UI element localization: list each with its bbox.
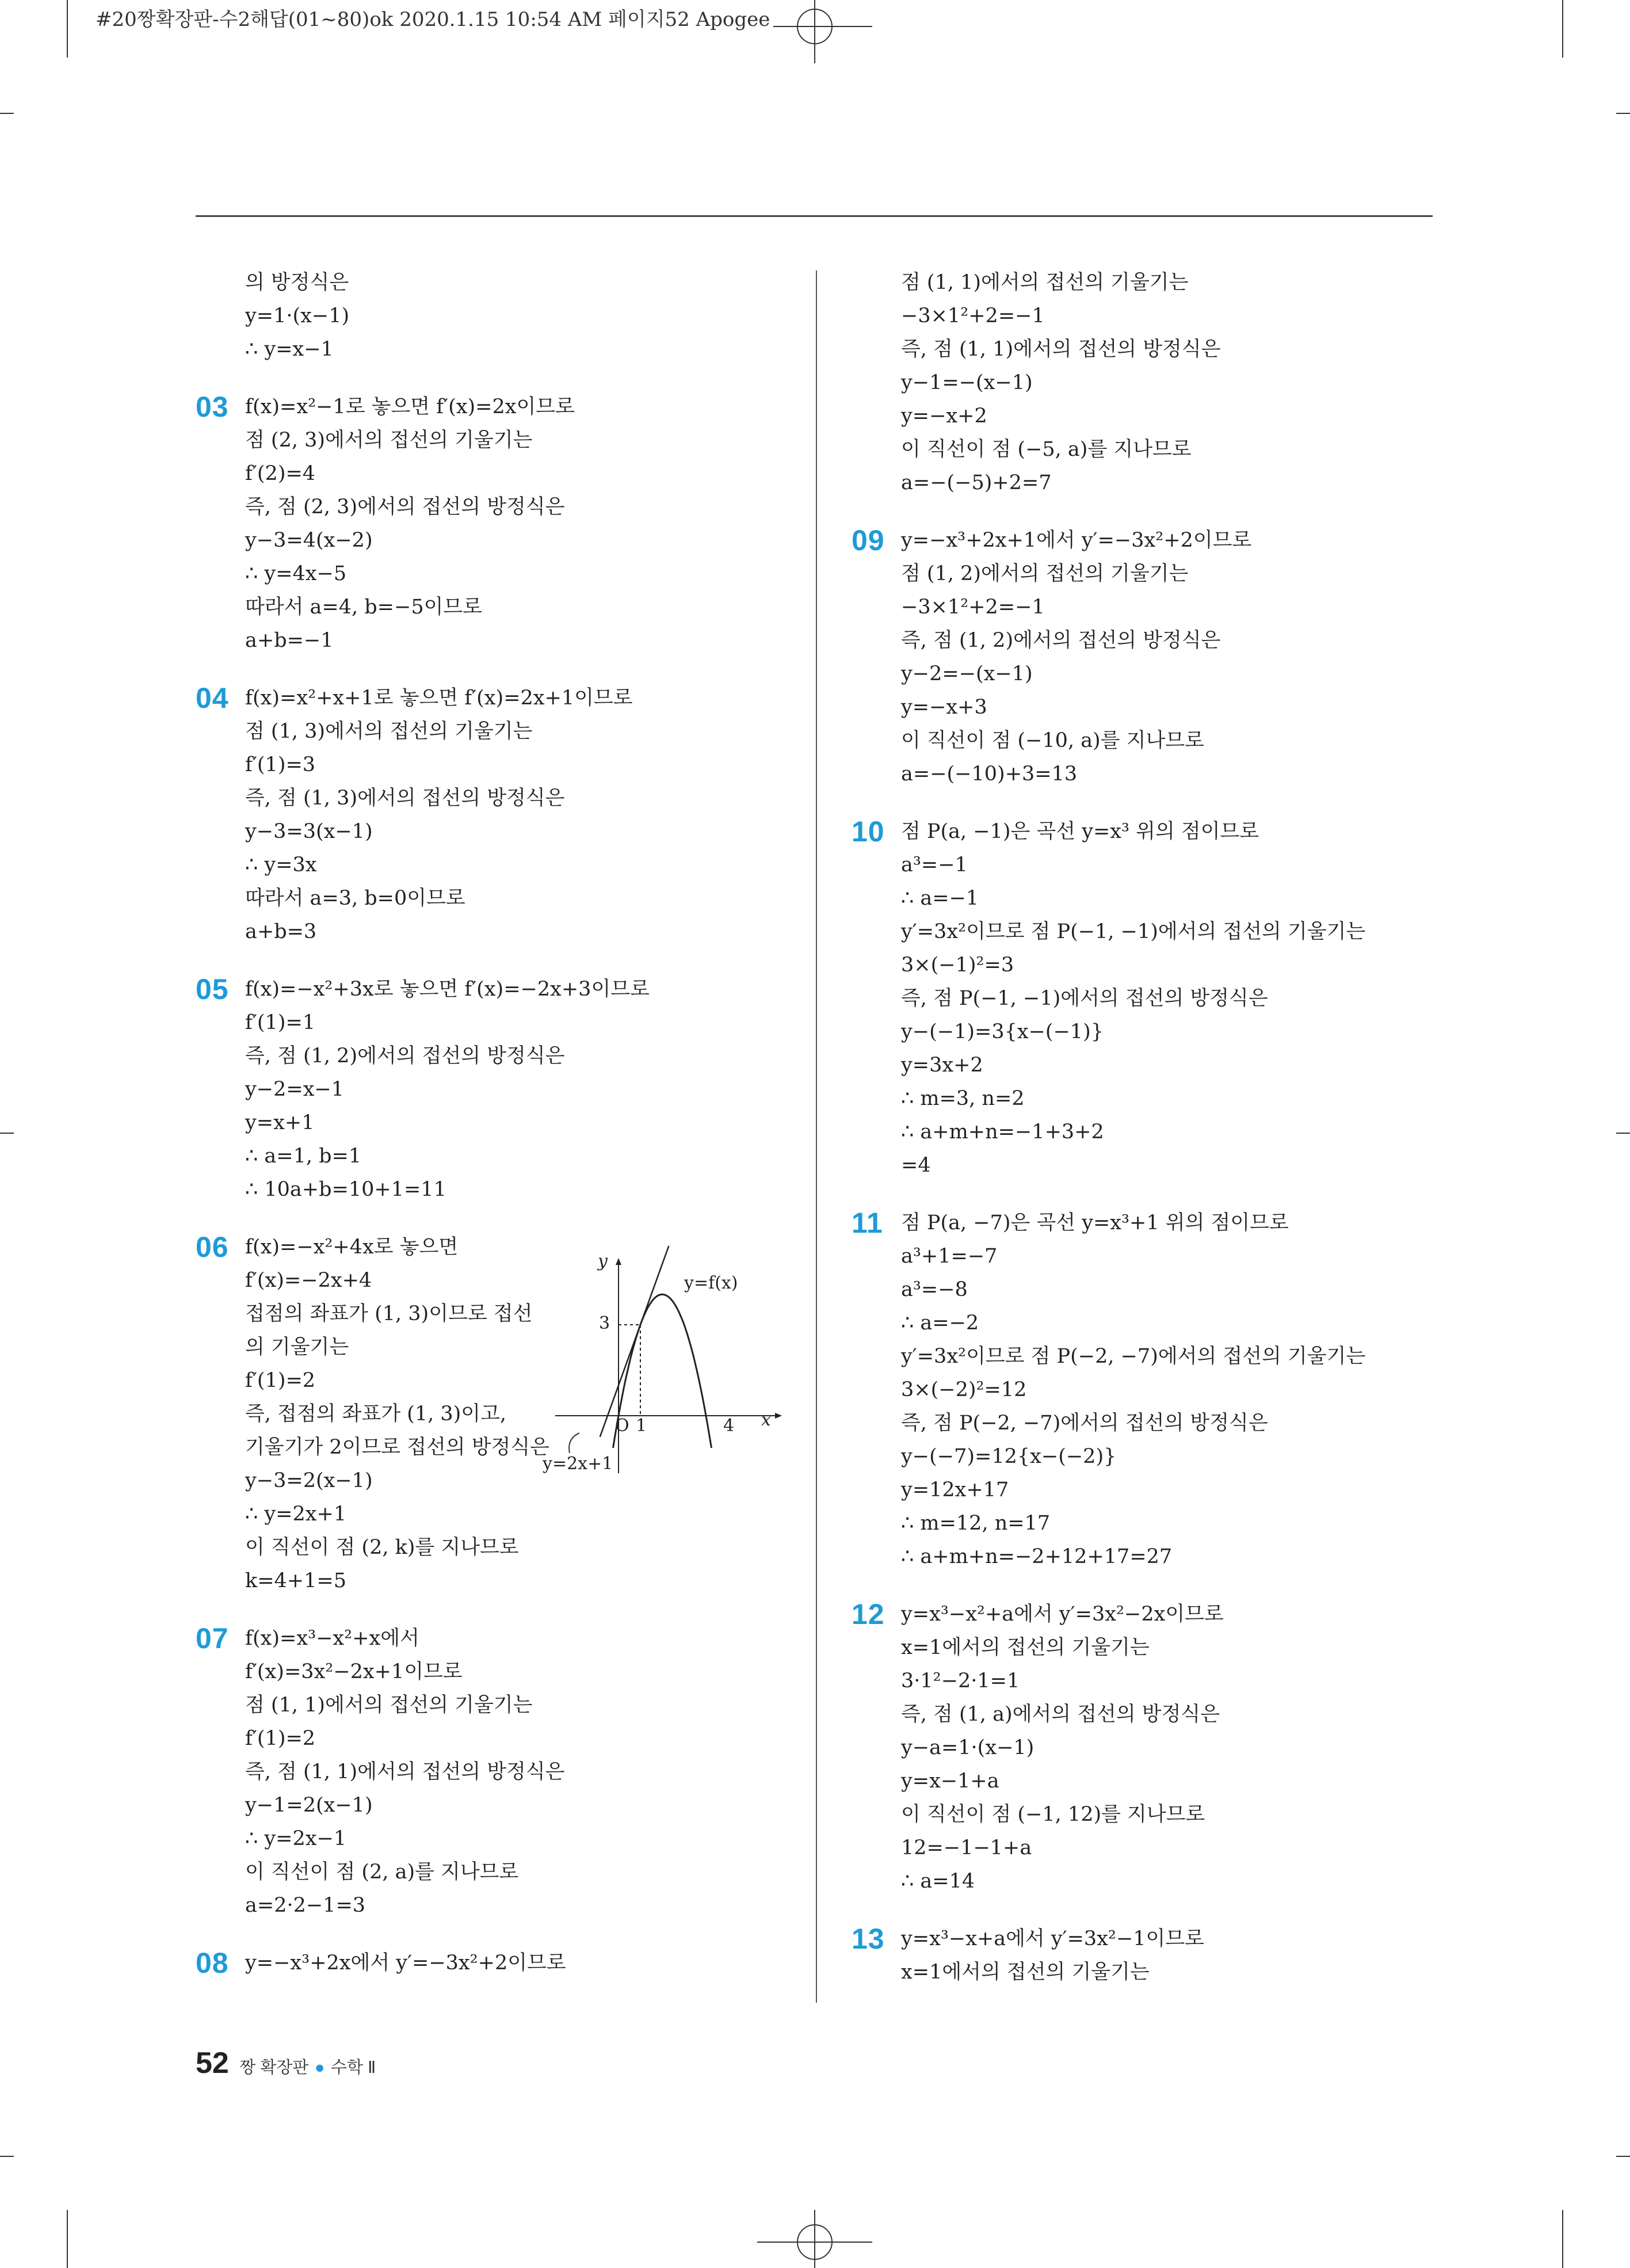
solution-line: x=1에서의 접선의 기울기는	[901, 1961, 1150, 1984]
problem-number: 07	[196, 1622, 229, 1655]
solution-line: y′=3x²이므로 점 P(−2, −7)에서의 접선의 기울기는	[901, 1345, 1366, 1368]
x-tick-4: 4	[723, 1416, 735, 1436]
crop-mark	[1562, 0, 1563, 58]
solution-block	[196, 973, 794, 1206]
tangent-line	[600, 1246, 669, 1437]
x-tick-1: 1	[636, 1416, 647, 1436]
solution-line: 12=−1−1+a	[901, 1836, 1032, 1859]
solution-line: f(x)=x²−1로 놓으면 f′(x)=2x이므로	[245, 395, 575, 418]
solution-line: 접점의 좌표가 (1, 3)이므로 접선	[245, 1302, 533, 1325]
solution-line: ∴ y=x−1	[245, 338, 334, 361]
print-slug: #20짱확장판-수2해답(01~80)ok 2020.1.15 10:54 AM 페이지52 Apogee	[92, 3, 773, 32]
crop-mark	[0, 113, 14, 114]
solution-line: 점 (1, 3)에서의 접선의 기울기는	[245, 720, 533, 743]
solution-line: 따라서 a=4, b=−5이므로	[245, 596, 483, 619]
solution-line: k=4+1=5	[245, 1569, 346, 1592]
crop-mark	[0, 1133, 14, 1134]
solution-line: −3×1²+2=−1	[901, 596, 1045, 619]
x-axis-label: x	[761, 1410, 771, 1430]
graph-problem-06	[543, 1243, 791, 1485]
solution-line: 이 직선이 점 (2, k)를 지나므로	[245, 1536, 519, 1559]
solution-line: a³=−8	[901, 1278, 968, 1301]
solution-line: 점 P(a, −1)은 곡선 y=x³ 위의 점이므로	[901, 820, 1259, 843]
solution-line: 의 방정식은	[245, 271, 349, 294]
y-tick-3: 3	[599, 1313, 610, 1333]
solution-line: ∴ a=−2	[901, 1312, 979, 1335]
solution-line: ∴ a=1, b=1	[245, 1145, 362, 1168]
solution-line: 즉, 점 (1, 1)에서의 접선의 방정식은	[901, 338, 1221, 361]
solution-line: 점 (1, 1)에서의 접선의 기울기는	[901, 271, 1189, 294]
solution-line: y=−x³+2x에서 y′=−3x²+2이므로	[245, 1951, 566, 1975]
solution-line: a=−(−10)+3=13	[901, 763, 1078, 786]
solution-line: f′(x)=−2x+4	[245, 1269, 372, 1292]
y-axis-label: y	[598, 1251, 608, 1271]
solution-line: ∴ a+m+n=−1+3+2	[901, 1120, 1104, 1143]
solution-line: ∴ m=3, n=2	[901, 1087, 1025, 1110]
problem-gap	[196, 657, 794, 681]
problem-gap	[852, 500, 1438, 524]
problem-gap	[196, 1598, 794, 1622]
curve-label: y=f(x)	[684, 1273, 738, 1293]
solution-block	[852, 266, 1438, 500]
problem-number: 04	[196, 682, 229, 714]
solution-line: y−3=3(x−1)	[245, 820, 373, 843]
problem-number: 11	[852, 1207, 883, 1239]
solution-line: y−3=4(x−2)	[245, 529, 373, 552]
problem-gap	[852, 1182, 1438, 1206]
solution-line: a³=−1	[901, 853, 968, 876]
footer-bullet: ●	[314, 2059, 325, 2077]
right-column	[852, 266, 1438, 1989]
solution-line: y=−x+2	[901, 405, 987, 428]
solution-line: 3×(−2)²=12	[901, 1378, 1027, 1401]
solution-line: 점 (2, 3)에서의 접선의 기울기는	[245, 429, 533, 452]
solution-line: y=12x+17	[901, 1478, 1009, 1501]
solution-line: 기울기가 2이므로 접선의 방정식은	[245, 1436, 549, 1459]
solution-line: x=1에서의 접선의 기울기는	[901, 1636, 1150, 1659]
solution-line: −3×1²+2=−1	[901, 304, 1045, 327]
solution-block	[852, 1598, 1438, 1898]
solution-line: 즉, 접점의 좌표가 (1, 3)이고,	[245, 1402, 507, 1425]
problem-number: 09	[852, 524, 885, 556]
solution-line: f′(1)=3	[245, 753, 316, 776]
solution-block	[196, 1622, 794, 1922]
problem-number: 10	[852, 815, 885, 848]
solution-line: ∴ a+m+n=−2+12+17=27	[901, 1545, 1173, 1568]
crop-mark	[67, 2210, 68, 2268]
solution-line: 즉, 점 (2, 3)에서의 접선의 방정식은	[245, 495, 565, 519]
solution-line: 이 직선이 점 (−1, 12)를 지나므로	[901, 1803, 1205, 1826]
solution-line: 이 직선이 점 (2, a)를 지나므로	[245, 1861, 519, 1884]
column-divider	[816, 270, 817, 2003]
solution-line: ∴ y=2x+1	[245, 1503, 347, 1526]
page-number: 52	[196, 2046, 229, 2080]
solution-line: y=−x³+2x+1에서 y′=−3x²+2이므로	[901, 529, 1252, 552]
solution-line: y=x³−x+a에서 y′=3x²−1이므로	[901, 1927, 1204, 1950]
solution-line: 이 직선이 점 (−10, a)를 지나므로	[901, 729, 1204, 752]
registration-mark-bottom	[757, 2210, 872, 2268]
solution-line: 점 P(a, −7)은 곡선 y=x³+1 위의 점이므로	[901, 1211, 1289, 1234]
solution-line: f(x)=−x²+3x로 놓으면 f′(x)=−2x+3이므로	[245, 978, 650, 1001]
problem-gap	[852, 1898, 1438, 1922]
solution-line: 3·1²−2·1=1	[901, 1669, 1020, 1693]
solution-line: a=2·2−1=3	[245, 1894, 366, 1917]
solution-block	[852, 1922, 1438, 1989]
solution-line: 따라서 a=3, b=0이므로	[245, 887, 465, 910]
solution-line: 점 (1, 1)에서의 접선의 기울기는	[245, 1694, 533, 1717]
crop-mark	[1616, 2156, 1630, 2157]
problem-number: 08	[196, 1947, 229, 1979]
solution-line: y′=3x²이므로 점 P(−1, −1)에서의 접선의 기울기는	[901, 920, 1366, 943]
solution-line: ∴ y=2x−1	[245, 1827, 347, 1850]
solution-line: y=x−1+a	[901, 1770, 999, 1793]
crop-mark	[1616, 1133, 1630, 1134]
solution-block	[852, 524, 1438, 791]
solution-line: y−1=−(x−1)	[901, 371, 1033, 394]
problem-number: 03	[196, 391, 229, 423]
solution-block	[196, 390, 794, 657]
crop-mark	[1616, 113, 1630, 114]
crop-mark	[67, 0, 68, 58]
subject-title: 수학 Ⅱ	[330, 2059, 376, 2077]
solution-line: 즉, 점 (1, 1)에서의 접선의 방정식은	[245, 1760, 565, 1783]
crop-mark	[0, 2156, 14, 2157]
solution-line: y=3x+2	[901, 1054, 983, 1077]
solution-line: 3×(−1)²=3	[901, 954, 1014, 977]
problem-gap	[196, 1206, 794, 1230]
solution-line: 즉, 점 (1, 2)에서의 접선의 방정식은	[901, 629, 1221, 652]
solution-line: f(x)=x²+x+1로 놓으면 f′(x)=2x+1이므로	[245, 687, 633, 710]
solution-line: y−(−7)=12{x−(−2)}	[901, 1445, 1117, 1468]
tangent-label: y=2x+1	[543, 1454, 613, 1474]
book-title: 짱 확장판	[239, 2059, 309, 2077]
problem-gap	[852, 1573, 1438, 1598]
solution-block	[196, 681, 794, 948]
solution-line: a³+1=−7	[901, 1245, 998, 1268]
solution-line: f′(2)=4	[245, 462, 316, 485]
solution-line: 즉, 점 (1, a)에서의 접선의 방정식은	[901, 1703, 1220, 1726]
solution-line: y−(−1)=3{x−(−1)}	[901, 1020, 1104, 1043]
solution-line: ∴ y=3x	[245, 853, 317, 876]
solution-line: 즉, 점 P(−2, −7)에서의 접선의 방정식은	[901, 1412, 1268, 1435]
solution-line: ∴ y=4x−5	[245, 562, 347, 585]
solution-line: f′(1)=2	[245, 1369, 316, 1392]
solution-line: y=x+1	[245, 1111, 315, 1134]
solution-line: a+b=−1	[245, 629, 334, 652]
top-rule	[196, 215, 1433, 217]
registration-mark-top	[757, 0, 872, 63]
solution-block	[852, 815, 1438, 1182]
solution-line: ∴ 10a+b=10+1=11	[245, 1178, 446, 1201]
solution-block	[196, 1946, 794, 1980]
solution-line: a+b=3	[245, 920, 317, 943]
solution-line: 즉, 점 P(−1, −1)에서의 접선의 방정식은	[901, 987, 1268, 1010]
solution-line: y=1·(x−1)	[245, 304, 350, 327]
solution-line: ∴ m=12, n=17	[901, 1512, 1051, 1535]
solution-block	[196, 266, 794, 366]
problem-gap	[196, 366, 794, 390]
solution-line: y−1=2(x−1)	[245, 1794, 373, 1817]
solution-line: f′(1)=2	[245, 1727, 316, 1750]
solution-line: y=x³−x²+a에서 y′=3x²−2x이므로	[901, 1603, 1224, 1626]
solution-line: 점 (1, 2)에서의 접선의 기울기는	[901, 562, 1189, 585]
solution-line: y−3=2(x−1)	[245, 1469, 373, 1492]
page-footer	[196, 2046, 376, 2080]
problem-number: 06	[196, 1231, 229, 1263]
problem-number: 13	[852, 1923, 885, 1955]
graph-svg	[549, 1243, 791, 1485]
solution-block	[852, 1206, 1438, 1573]
solution-line: 이 직선이 점 (−5, a)를 지나므로	[901, 438, 1192, 461]
origin-label: O	[615, 1416, 629, 1436]
solution-line: f(x)=x³−x²+x에서	[245, 1627, 419, 1650]
solution-line: f′(x)=3x²−2x+1이므로	[245, 1660, 463, 1683]
solution-line: y−a=1·(x−1)	[901, 1736, 1035, 1759]
problem-gap	[852, 791, 1438, 815]
solution-line: ∴ a=−1	[901, 887, 979, 910]
solution-line: y=−x+3	[901, 696, 987, 719]
solution-line: f(x)=−x²+4x로 놓으면	[245, 1236, 459, 1259]
solution-line: ∴ a=14	[901, 1870, 975, 1893]
solution-line: y−2=−(x−1)	[901, 662, 1033, 685]
problem-number: 12	[852, 1598, 885, 1630]
solution-line: a=−(−5)+2=7	[901, 471, 1052, 494]
solution-line: y−2=x−1	[245, 1078, 345, 1101]
solution-line: 즉, 점 (1, 3)에서의 접선의 방정식은	[245, 787, 565, 810]
problem-gap	[196, 948, 794, 973]
problem-gap	[196, 1922, 794, 1946]
solution-line: 즉, 점 (1, 2)에서의 접선의 방정식은	[245, 1045, 565, 1068]
problem-number: 05	[196, 973, 229, 1005]
left-column	[196, 266, 794, 1980]
crop-mark	[1562, 2210, 1563, 2268]
solution-line: =4	[901, 1154, 931, 1177]
solution-line: f′(1)=1	[245, 1011, 316, 1034]
solution-line: 의 기울기는	[245, 1336, 349, 1359]
